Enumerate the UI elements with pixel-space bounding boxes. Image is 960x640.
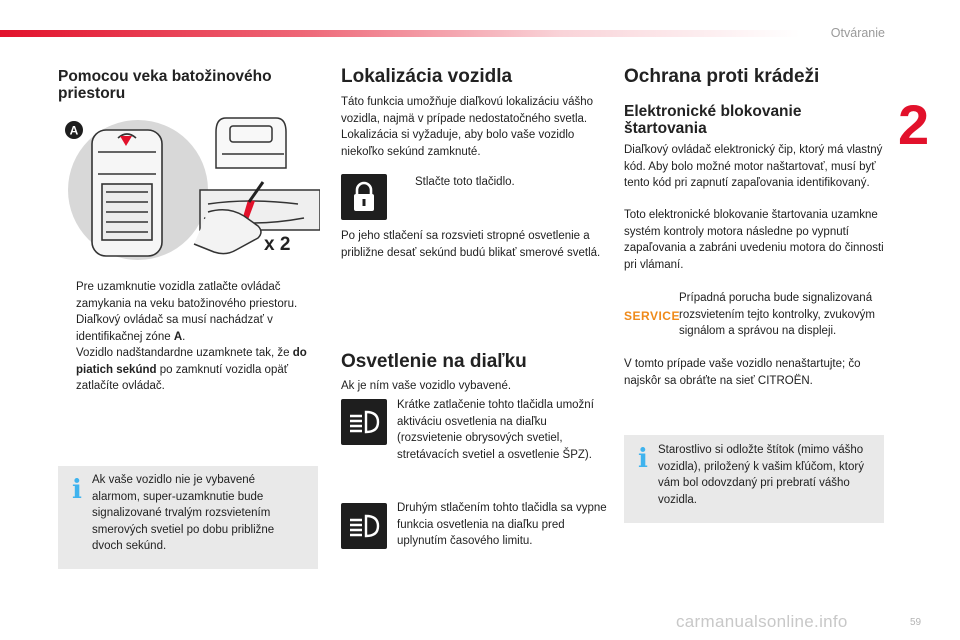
bullet-marker (58, 279, 76, 345)
immobilizer-text-1: Diaľkový ovládač elektronický čip, ktorý má vlastný kód. Aby bolo možné motor naštartovať, musí byť tento kód pri zapnutí zapaľovania identifikovaný. (624, 144, 883, 189)
watermark: carmanualsonline.info (676, 612, 848, 631)
col3-title: Ochrana proti krádeži (624, 66, 820, 87)
info-box (58, 466, 318, 569)
col2-title: Lokalizácia vozidla (341, 66, 513, 87)
illustration-label-x2: x 2 (264, 234, 291, 255)
info-text: Ak vaše vozidlo nie je vybavené alarmom, super-uzamknutie bude signalizované trvalým rozsvietením smerových svetiel po dobu približne dvoch sekúnd. (92, 474, 275, 552)
headlight-intro: Ak je ním vaše vozidlo vybavené. (341, 380, 512, 392)
info-icon: i (72, 475, 82, 505)
col1-title: Pomocou veka batožinového priestoru (58, 68, 272, 102)
bullet-text: Stlačte toto tlačidlo. (415, 176, 515, 188)
info-box (624, 435, 884, 523)
col2-section2-title: Osvetlenie na diaľku (341, 351, 527, 372)
page-number: 59 (910, 617, 922, 628)
chapter-number: 2 (898, 93, 930, 156)
padlock-icon (341, 174, 387, 220)
header-accent-bar (0, 30, 800, 37)
locate-intro: Táto funkcia umožňuje diaľkovú lokalizáciu vášho vozidla, najmä v prípade nedostatočného svetla. Lokalizácia si vyžaduje, aby bolo vaše vozidlo niekoľko sekúnd zamknuté. (341, 96, 594, 158)
service-after-text: V tomto prípade vaše vozidlo nenaštartujte; čo najskôr sa obráťte na sieť CITROËN. (624, 358, 861, 387)
bullet-item (397, 174, 607, 191)
bullet-item: Pre uzamknutie vozidla zatlačte ovládač zamykania na veku batožinového priestoru. Diaľkový ovládač sa musí nachádzať v identifikačnej zóne A. (58, 279, 320, 345)
locate-after-text: Po jeho stlačení sa rozsvieti stropné osvetlenie a približne desať sekúnd budú blikať smerové svetlá. (341, 230, 601, 259)
headlamp-icon (341, 399, 387, 445)
bullet-marker (397, 174, 415, 191)
info-text: Starostlivo si odložte štítok (mimo vášho vozidla), priložený k vašim kľúčom, ktorý vám bol odovzdaný pri prebratí vášho vozidla. (658, 444, 864, 506)
headlamp-icon (341, 503, 387, 549)
headlight-text-1: Krátke zatlačenie tohto tlačidla umožní aktiváciu osvetlenia na diaľku (rozsvietenie obrysových svetiel, stretávacích svetiel a osvetlenie ŠPZ). (397, 399, 594, 461)
bullet-item: Vozidlo nadštandardne uzamknete tak, že do piatich sekúnd po zamknutí vozidla opäť zatlačíte ovládač. (58, 345, 320, 395)
service-text: Prípadná porucha bude signalizovaná rozsvietením tejto kontrolky, zvukovým signálom a správou na displeji. (679, 292, 875, 337)
immobilizer-text-2: Toto elektronické blokovanie štartovania uzamkne systém kontroly motora následne po vypnutí zapaľovania a zabráni uvedeniu motora do činnosti pri vlámaní. (624, 209, 884, 271)
col1-bullet-list (58, 279, 320, 395)
col3-subtitle: Elektronické blokovanie štartovania (624, 103, 802, 137)
info-icon: i (638, 444, 648, 474)
tailgate-illustration (58, 112, 320, 272)
bullet-marker (58, 345, 76, 395)
service-warning-icon: SERVICE (624, 309, 680, 323)
section-title: Otváranie (830, 26, 885, 40)
headlight-text-2: Druhým stlačením tohto tlačidla sa vypne funkcia osvetlenia na diaľku pred uplynutím časového limitu. (397, 502, 607, 547)
illustration-label-a: A (69, 123, 79, 138)
